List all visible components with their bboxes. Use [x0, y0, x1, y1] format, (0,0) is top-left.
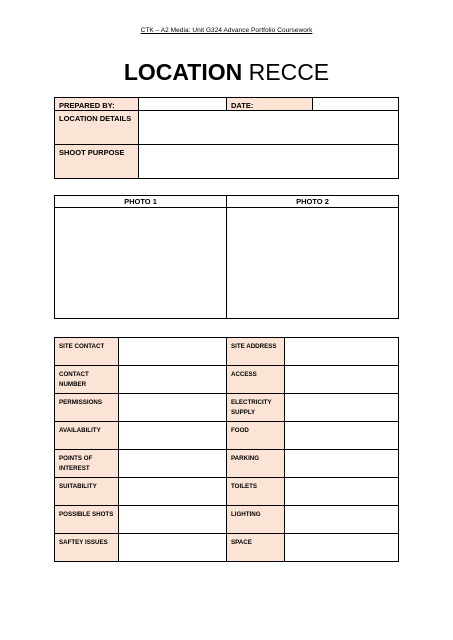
availability-label: AVAILABILITY	[55, 422, 119, 450]
site-contact-label: SITE CONTACT	[55, 338, 119, 366]
safety-issues-field[interactable]	[119, 534, 227, 562]
access-label: ACCESS	[227, 366, 285, 394]
site-address-label: SITE ADDRESS	[227, 338, 285, 366]
suitability-label: SUITABILITY	[55, 478, 119, 506]
suitability-field[interactable]	[119, 478, 227, 506]
shoot-purpose-label: SHOOT PURPOSE	[55, 145, 139, 179]
site-address-field[interactable]	[285, 338, 399, 366]
possible-shots-field[interactable]	[119, 506, 227, 534]
page-title-regular: RECCE	[248, 59, 330, 85]
location-details-label: LOCATION DETAILS	[55, 111, 139, 145]
toilets-label: TOILETS	[227, 478, 285, 506]
location-details-field[interactable]	[139, 111, 399, 145]
lighting-label: LIGHTING	[227, 506, 285, 534]
points-of-interest-field[interactable]	[119, 450, 227, 478]
page-title-bold: LOCATION	[123, 59, 243, 85]
photo-2-header: PHOTO 2	[227, 196, 399, 208]
permissions-field[interactable]	[119, 394, 227, 422]
contact-number-label: CONTACT NUMBER	[55, 366, 119, 394]
photo-2-area[interactable]	[227, 208, 399, 319]
contact-number-field[interactable]	[119, 366, 227, 394]
availability-field[interactable]	[119, 422, 227, 450]
coursework-header: CTK – A2 Media: Unit G324 Advance Portfolio Coursework	[140, 27, 313, 34]
date-label: DATE:	[227, 98, 313, 111]
details-table	[54, 337, 399, 562]
toilets-field[interactable]	[285, 478, 399, 506]
site-contact-field[interactable]	[119, 338, 227, 366]
permissions-label: PERMISSIONS	[55, 394, 119, 422]
lighting-field[interactable]	[285, 506, 399, 534]
electricity-supply-label: ELECTRICITY SUPPLY	[227, 394, 285, 422]
food-field[interactable]	[285, 422, 399, 450]
prepared-by-label: PREPARED BY:	[55, 98, 139, 111]
possible-shots-label: POSSIBLE SHOTS	[55, 506, 119, 534]
page-title	[0, 58, 453, 86]
food-label: FOOD	[227, 422, 285, 450]
electricity-supply-field[interactable]	[285, 394, 399, 422]
space-label: SPACE	[227, 534, 285, 562]
photo-1-header: PHOTO 1	[55, 196, 227, 208]
safety-issues-label: SAFTEY ISSUES	[55, 534, 119, 562]
photo-table	[54, 195, 399, 319]
photo-1-area[interactable]	[55, 208, 227, 319]
access-field[interactable]	[285, 366, 399, 394]
space-field[interactable]	[285, 534, 399, 562]
shoot-purpose-field[interactable]	[139, 145, 399, 179]
info-table	[54, 97, 399, 179]
prepared-by-field[interactable]	[139, 98, 227, 111]
date-field[interactable]	[313, 98, 399, 111]
parking-field[interactable]	[285, 450, 399, 478]
points-of-interest-label: POINTS OF INTEREST	[55, 450, 119, 478]
parking-label: PARKING	[227, 450, 285, 478]
